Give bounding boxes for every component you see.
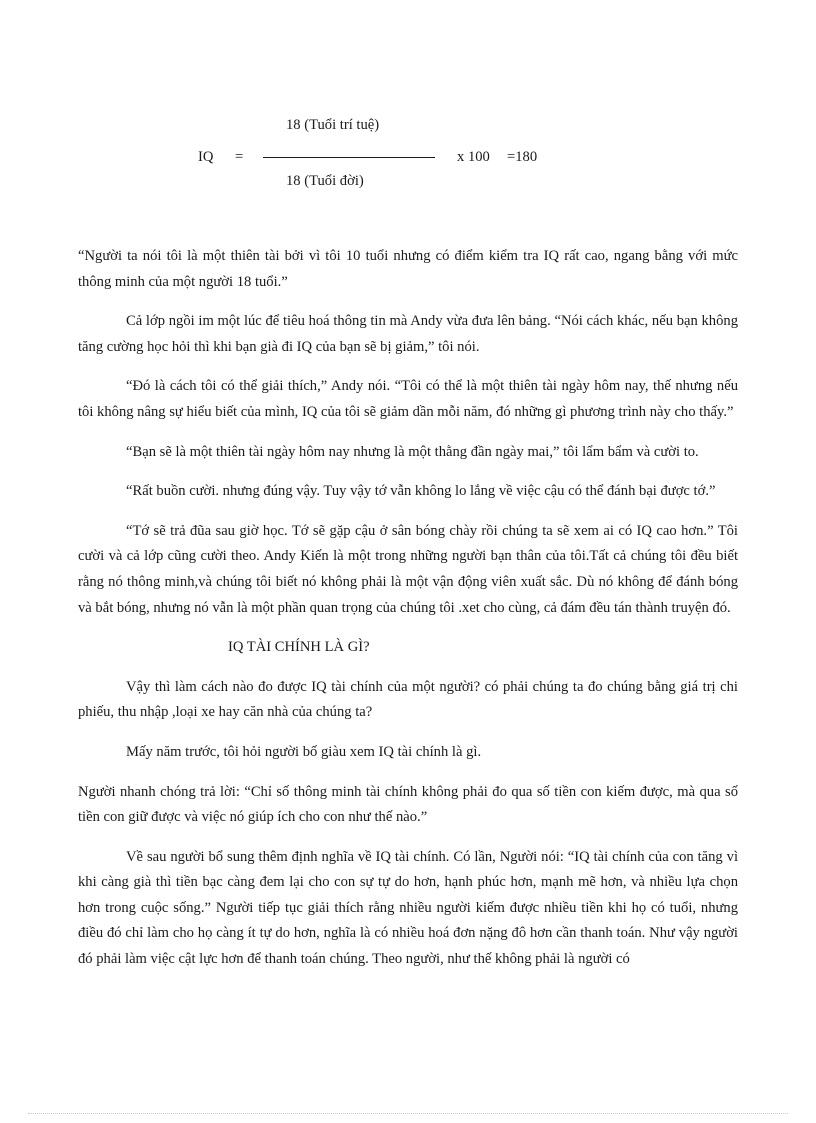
page-bottom-divider	[28, 1113, 788, 1114]
paragraph: Về sau người bổ sung thêm định nghĩa về IQ tài chính. Có lần, Người nói: “IQ tài chính của con tăng vì khi càng già thì tiền bạc càng đem lại cho con sự tự do hơn, hạnh phúc hơn, mạnh mẽ hơn, và nhiều lựa chọn hơn trong cuộc sống.” Người tiếp tục giải thích rằng nhiều người kiếm được nhiều tiền khi họ có tuổi, nhưng điều đó chỉ làm cho họ càng ít tự do hơn, nghĩa là có nhiều hoá đơn nặng đô hơn cần thanh toán. Như vậy người đó phải làm việc cật lực hơn để thanh toán chúng. Theo người, như thế không phải là người có	[78, 848, 738, 968]
formula-denominator: 18 (Tuổi đời)	[286, 173, 364, 189]
paragraph: Vậy thì làm cách nào đo được IQ tài chính của một người? có phải chúng ta đo chúng bằng giá trị chi phiếu, thu nhập ,loại xe hay căn nhà của chúng ta?	[78, 678, 738, 721]
formula-times: x 100	[457, 149, 490, 165]
formula-numerator: 18 (Tuổi trí tuệ)	[286, 117, 380, 133]
section-heading: IQ TÀI CHÍNH LÀ GÌ?	[228, 639, 370, 656]
paragraph: “Người ta nói tôi là một thiên tài bởi vì tôi 10 tuổi nhưng có điểm kiểm tra IQ rất cao, ngang bằng với mức thông minh của một người 18 tuổi.”	[78, 248, 738, 290]
formula-lhs: IQ	[198, 149, 214, 165]
paragraph: “Bạn sẽ là một thiên tài ngày hôm nay nhưng là một thằng đần ngày mai,” tôi lẩm bẩm và cười to.	[126, 443, 699, 460]
paragraph: Cả lớp ngồi im một lúc để tiêu hoá thông tin mà Andy vừa đưa lên bảng. “Nói cách khác, nếu bạn không tăng cường học hỏi thì khi bạn già đi IQ của bạn sẽ bị giảm,” tôi nói.	[78, 313, 738, 355]
formula-equals: =	[235, 149, 244, 165]
formula-result: =180	[507, 149, 538, 165]
paragraph: Người nhanh chóng trả lời: “Chỉ số thông minh tài chính không phải đo qua số tiền con kiếm được, mà qua số tiền con giữ được và việc nó giúp ích cho con như thế nào.”	[78, 783, 738, 826]
paragraph: “Đó là cách tôi có thể giải thích,” Andy nói. “Tôi có thể là một thiên tài ngày hôm nay, thế nhưng nếu tôi không nâng sự hiểu biết của mình, IQ của tôi sẽ giảm dần mỗi năm, đó những gì phương trình này cho thấy.”	[78, 378, 738, 420]
paragraph: “Rất buồn cười. nhưng đúng vậy. Tuy vậy tớ vẫn không lo lắng về việc cậu có thể đánh bại được tớ.”	[126, 483, 716, 500]
iq-formula	[0, 0, 816, 200]
fraction-bar	[263, 157, 435, 158]
paragraph: Mấy năm trước, tôi hỏi người bố giàu xem IQ tài chính là gì.	[126, 743, 482, 760]
body-text	[78, 244, 738, 987]
paragraph: “Tớ sẽ trả đũa sau giờ học. Tớ sẽ gặp cậu ở sân bóng chày rồi chúng ta sẽ xem ai có IQ cao hơn.” Tôi cười và cả lớp cũng cười theo. Andy Kiến là một trong những người bạn thân của tôi.Tất cả chúng tôi đều biết rằng nó thông minh,và chúng tôi biết nó không phải là một vận động viên xuất sắc. Dù nó không để đánh bóng và bắt bóng, nhưng nó vẫn là một phần quan trọng của chúng tôi .xet cho cùng, cả đám đều tán thành truyện đó.	[78, 522, 738, 616]
